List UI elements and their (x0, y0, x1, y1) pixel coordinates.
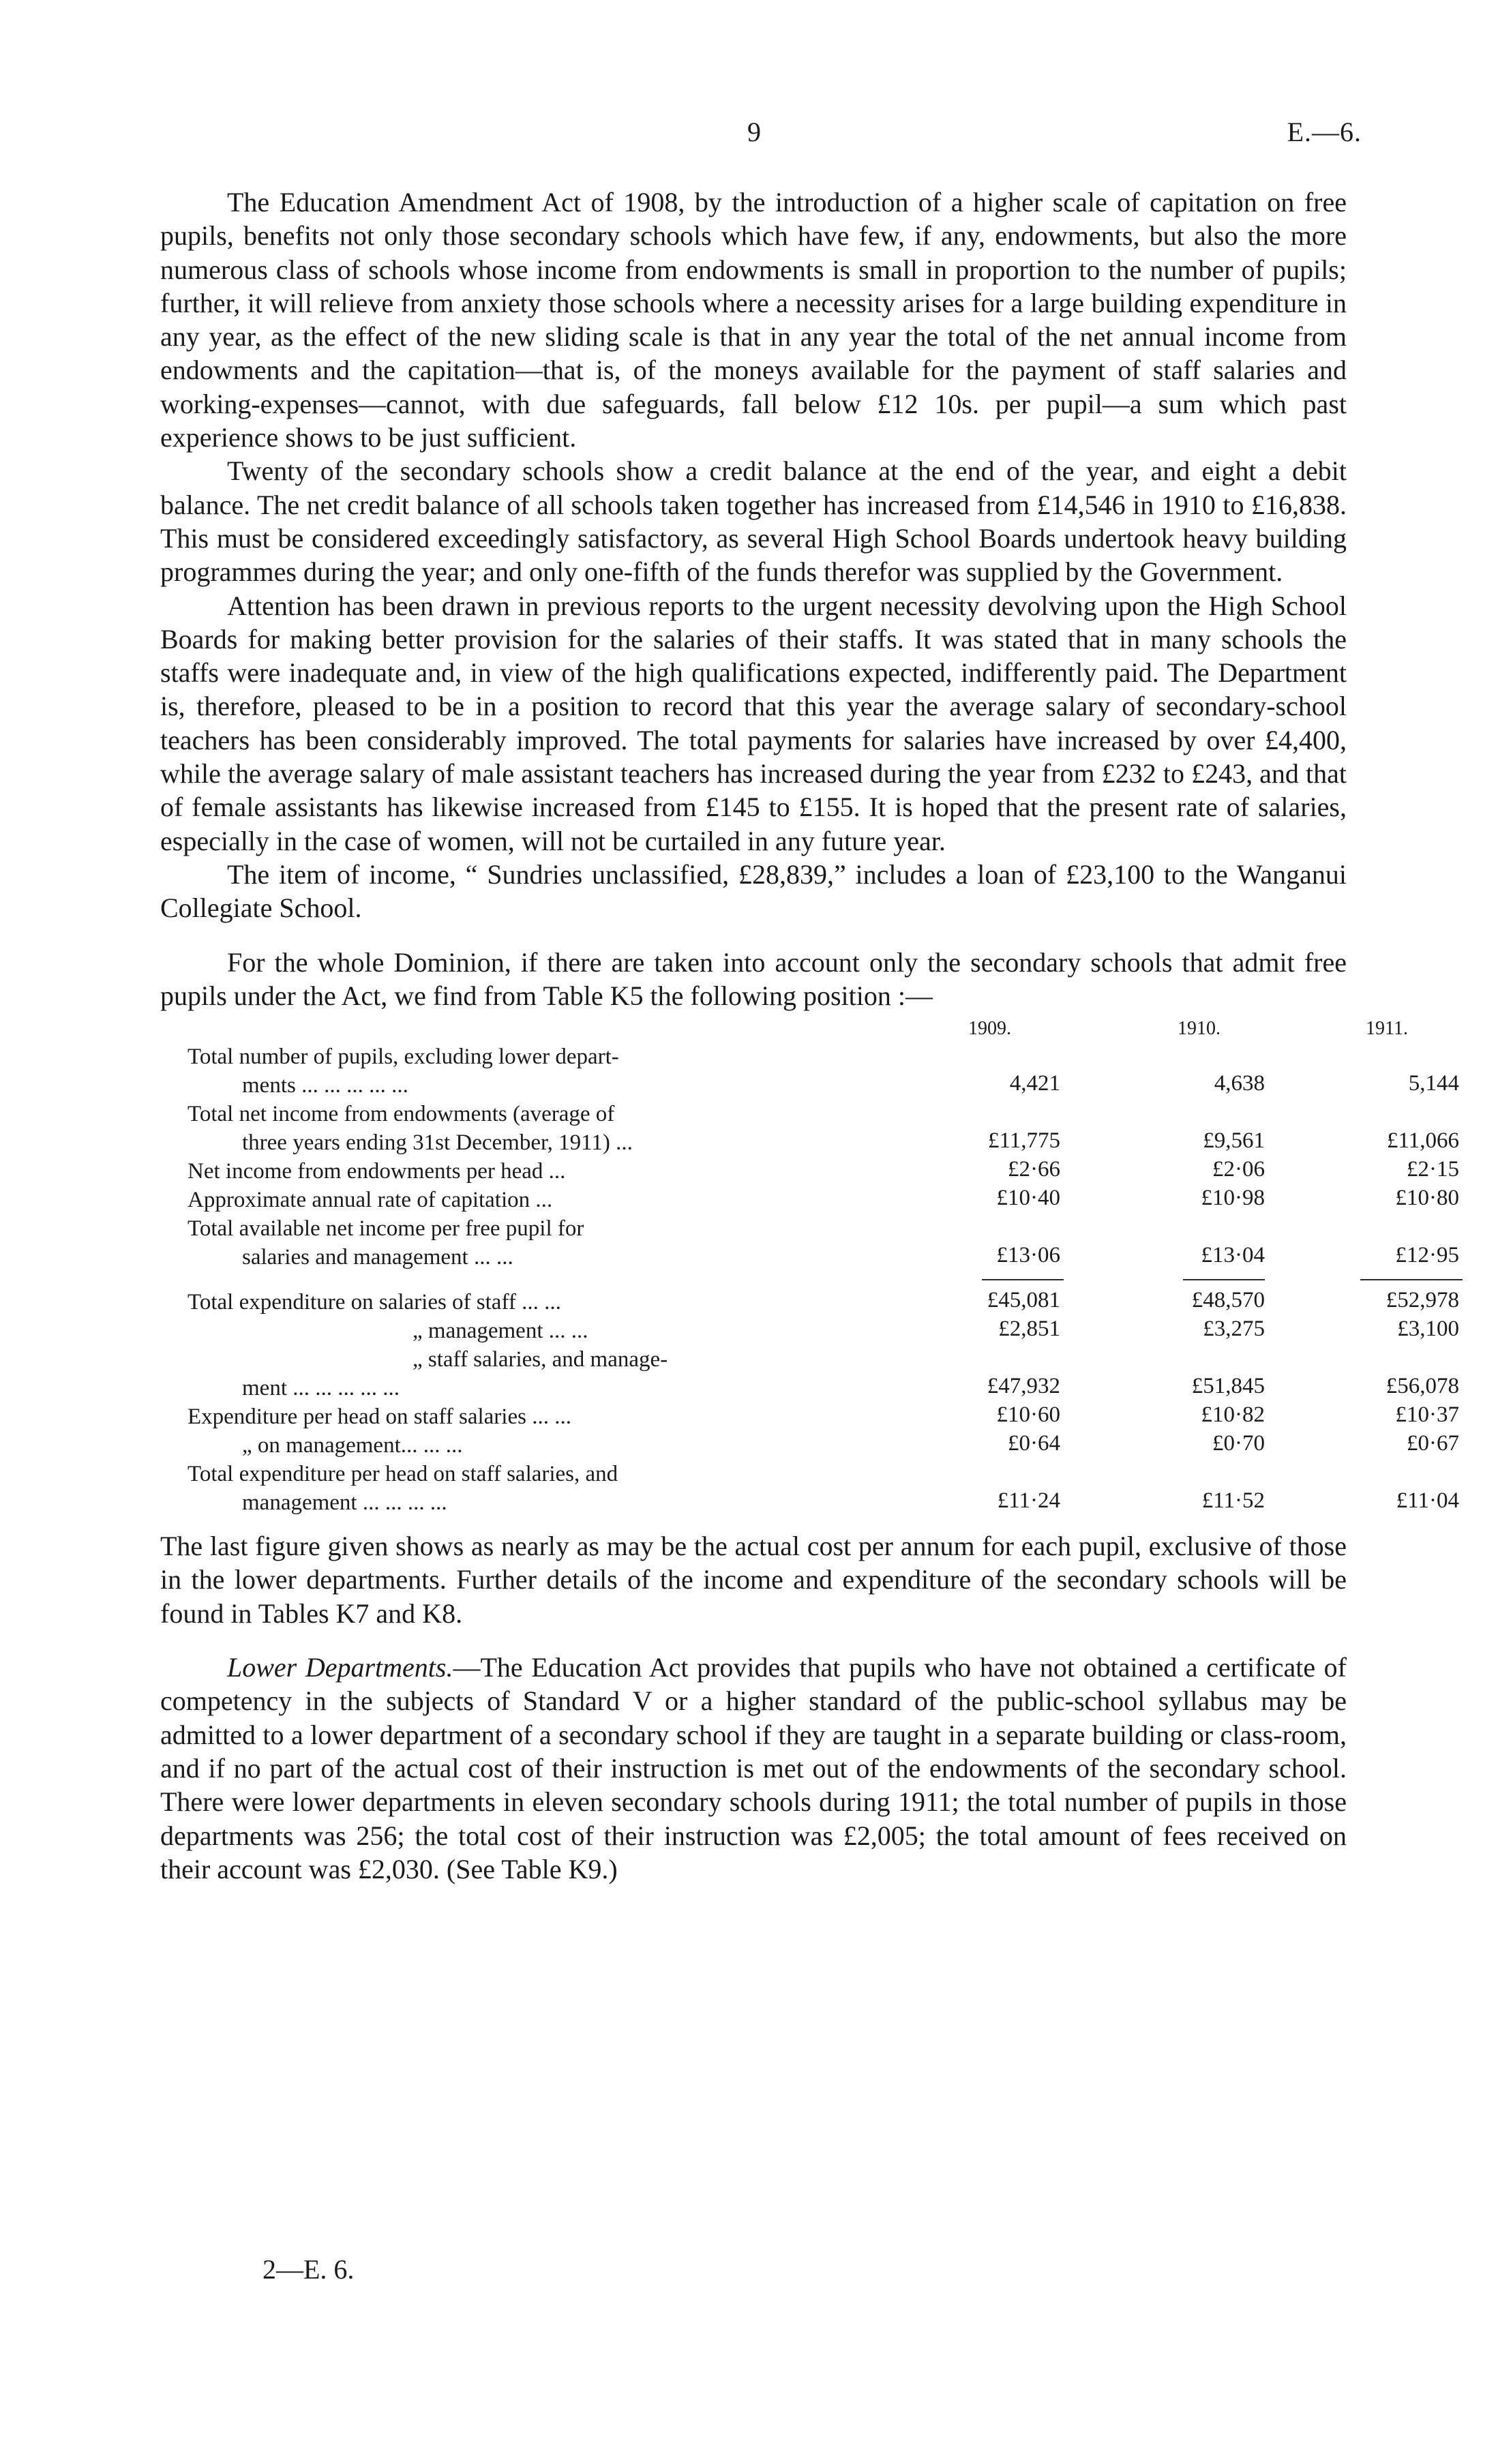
row-label: Total net income from endowments (average of (188, 1102, 615, 1127)
table-cell: £11·52 (1201, 1488, 1265, 1514)
year-header-1910: 1910. (1178, 1018, 1220, 1040)
paragraph-dominion: For the whole Dominion, if there are taken into account only the secondary schools that admit free pupils under the Act, we find from Table K5 the following position :— (160, 946, 1347, 1011)
year-header-1911: 1911. (1366, 1018, 1408, 1040)
paragraph-last-figure: The last figure given shows as nearly as may be the actual cost per annum for each pupil, exclusive of those in the lower departments. Further details of the income and expenditure of the secondary schools will be found in Tables K7 and K8. (160, 1531, 1347, 1629)
table-cell: £2·15 (1407, 1157, 1459, 1182)
paragraph-amendment-act: The Education Amendment Act of 1908, by the introduction of a higher scale of capitation on free pupils, benefits not only those secondary schools which have few, if any, endowments, but also the more numerous class of schools whose income from endowments is small in proportion to the number of pupils; further, it will relieve from anxiety those schools where a necessity arises for a large building expenditure in any year, as the effect of the new sliding scale is that in any year the total of the net annual income from endowments and the capitation—that is, of the moneys available for the payment of staff salaries and working-expenses—cannot, with due safeguards, fall below £12 10s. per pupil—a sum which past experience shows to be just sufficient. (160, 187, 1347, 453)
table-rule (1360, 1279, 1463, 1280)
row-label: „ on management... ... ... (242, 1433, 463, 1458)
table-cell: £3,100 (1397, 1317, 1459, 1342)
row-label: Total number of pupils, excluding lower depart- (188, 1045, 619, 1070)
lower-departments-text: —The Education Act provides that pupils who have not obtained a certificate of competency in the subjects of Standard V or a higher standard of the public-school syllabus may be admitted to a lower department of a secondary school if they are taught in a separate building or class-room, and if no part of the actual cost of their instruction is met out of the endowments of the secondary school. There were lower departments in eleven secondary schools during 1911; the total number of pupils in those departments was 256; the total cost of their instruction was £2,005; the total amount of fees received on their account was £2,030. (See Table K9.) (160, 1652, 1347, 1884)
row-label: „ staff salaries, and manage- (413, 1347, 668, 1372)
row-label: Expenditure per head on staff salaries ... ... (188, 1404, 571, 1430)
page-signature: 2—E. 6. (263, 2254, 355, 2285)
table-cell: £9,561 (1203, 1128, 1265, 1154)
year-header-1909: 1909. (968, 1018, 1011, 1040)
table-cell: £0·67 (1407, 1431, 1459, 1456)
row-label: Total available net income per free pupil for (188, 1216, 584, 1242)
table-cell: £45,081 (987, 1288, 1060, 1313)
table-cell: £0·70 (1212, 1431, 1265, 1456)
row-label: salaries and management ... ... (242, 1245, 513, 1270)
table-cell: £51,845 (1191, 1374, 1265, 1399)
table-cell: £2·66 (1008, 1157, 1060, 1182)
financial-table (160, 1018, 1459, 1529)
table-cell: £11·24 (997, 1488, 1060, 1514)
table-cell: £10·82 (1201, 1402, 1265, 1428)
paragraph-sundries: The item of income, “ Sundries unclassified, £28,839,” includes a loan of £23,100 to the Wanganui Collegiate School. (160, 858, 1347, 924)
row-label: ments ... ... ... ... ... (242, 1073, 408, 1098)
table-cell: £3,275 (1203, 1317, 1265, 1342)
paragraph-salaries: Attention has been drawn in previous reports to the urgent necessity devolving upon the High School Boards for making better provision for the salaries of their staffs. It was stated that in many schools the staffs were inadequate and, in view of the high qualifications expected, indifferently paid. The Department is, therefore, pleased to be in a position to record that this year the average salary of secondary-school teachers has been considerably improved. The total payments for salaries have increased by over £4,400, while the average salary of male assistant teachers has increased during the year from £232 to £243, and that of female assistants has likewise increased from £145 to £155. It is hoped that the present rate of salaries, especially in the case of women, will not be curtailed in any future year. (160, 590, 1347, 856)
lower-departments-heading: Lower Departments. (227, 1652, 453, 1683)
table-cell: £48,570 (1191, 1288, 1265, 1313)
body-text (160, 185, 1459, 1886)
table-cell: £11,775 (987, 1128, 1060, 1154)
table-cell: £52,978 (1385, 1288, 1459, 1313)
table-cell: £11·04 (1396, 1488, 1459, 1514)
row-label: management ... ... ... ... (242, 1490, 447, 1516)
page-number: 9 (747, 117, 761, 147)
table-cell: £2·06 (1212, 1157, 1265, 1182)
row-label: ment ... ... ... ... ... (242, 1376, 400, 1401)
document-code: E.—6. (1287, 117, 1362, 147)
row-label: Approximate annual rate of capitation ... (188, 1188, 553, 1213)
row-label: three years ending 31st December, 1911) ... (242, 1130, 633, 1156)
table-cell: £11,066 (1386, 1128, 1459, 1154)
table-cell: £10·60 (996, 1402, 1060, 1428)
table-rule (1183, 1279, 1265, 1280)
table-rule (982, 1279, 1064, 1280)
paragraph-lower-departments (160, 1651, 1347, 1886)
row-label: Total expenditure on salaries of staff ... ... (188, 1290, 561, 1315)
table-cell: £13·06 (996, 1243, 1060, 1268)
table-cell: £13·04 (1201, 1243, 1265, 1268)
table-cell: 4,421 (1009, 1071, 1060, 1096)
paragraph-credit-balance: Twenty of the secondary schools show a credit balance at the end of the year, and eight a debit balance. The net credit balance of all schools taken together has increased from £14,546 in 1910 to £16,838. This must be considered exceedingly satisfactory, as several High School Boards undertook heavy building programmes during the year; and only one-fifth of the funds therefor was supplied by the Government. (160, 455, 1347, 588)
row-label: Total expenditure per head on staff salaries, and (188, 1462, 618, 1487)
table-cell: £10·80 (1395, 1186, 1459, 1211)
table-cell: £2,851 (998, 1317, 1060, 1342)
table-cell: £0·64 (1008, 1431, 1060, 1456)
table-cell: £47,932 (987, 1374, 1060, 1399)
table-cell: 4,638 (1214, 1071, 1265, 1096)
table-cell: 5,144 (1408, 1071, 1459, 1096)
row-label: „ management ... ... (413, 1319, 588, 1344)
page-header (0, 116, 1498, 157)
table-cell: £10·98 (1201, 1186, 1265, 1211)
table-cell: £10·37 (1395, 1402, 1459, 1428)
row-label: Net income from endowments per head ... (188, 1159, 566, 1184)
table-cell: £10·40 (996, 1186, 1060, 1211)
table-cell: £56,078 (1385, 1374, 1459, 1399)
table-cell: £12·95 (1395, 1243, 1459, 1268)
